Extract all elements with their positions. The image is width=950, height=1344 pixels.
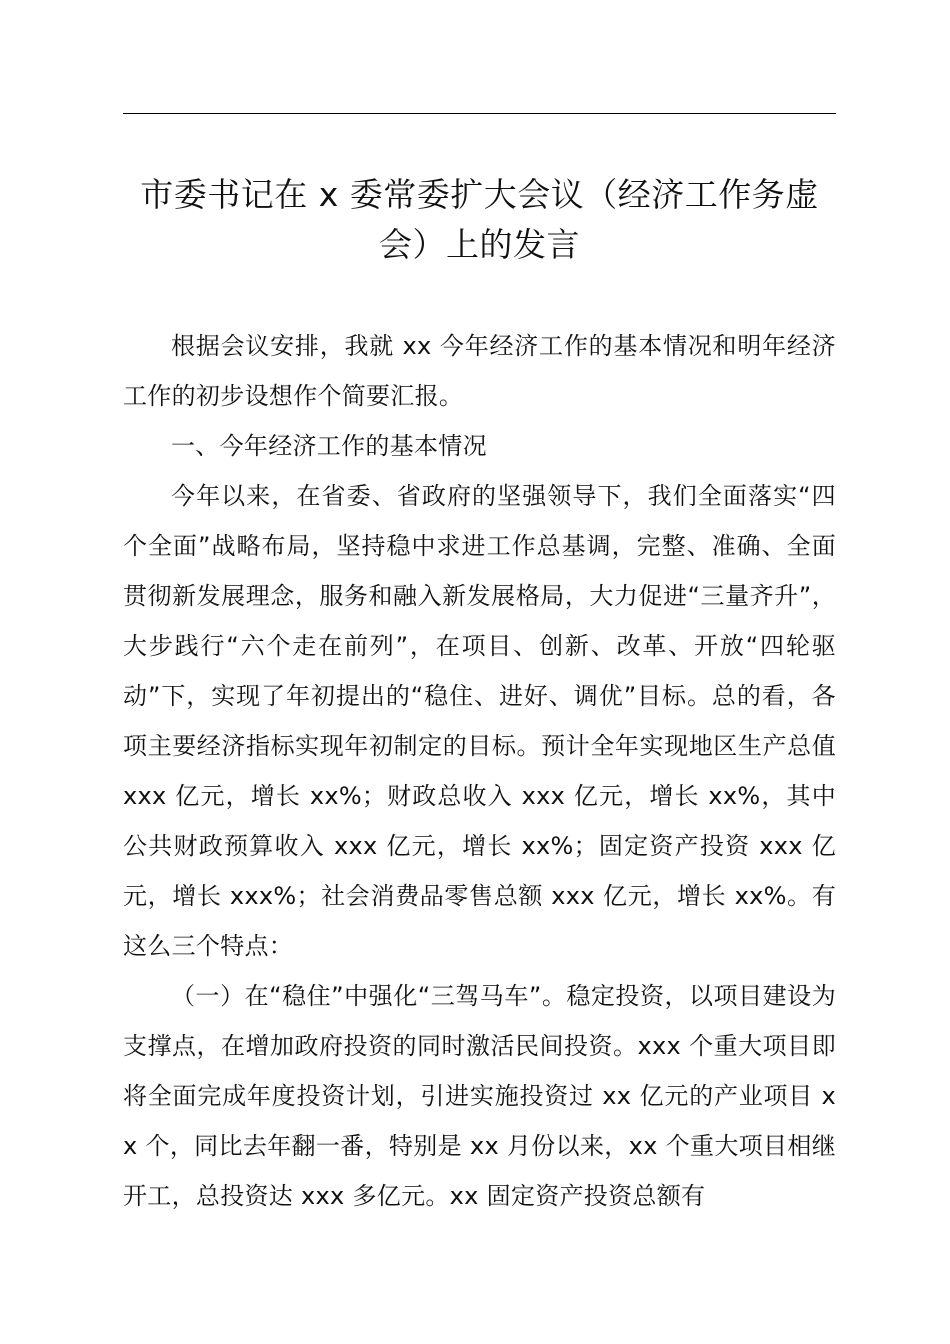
paragraph-overview: 今年以来，在省委、省政府的坚强领导下，我们全面落实“四个全面”战略布局，坚持稳中求进工作总基调，完整、准确、全面贯彻新发展理念，服务和融入新发展格局，大力促进“三量齐升”，大步践行“六个走在前列”，在项目、创新、改革、开放“四轮驱动”下，实现了年初提出的“稳住、进好、调优”目标。总的看，各项主要经济指标实现年初制定的目标。预计全年实现地区生产总值 xxx 亿元，增长 xx%；财政总收入 xxx 亿元，增长 xx%，其中公共财政预算收入 xxx 亿元，增长 xx%；固定资产投资 xxx 亿元，增长 xxx%；社会消费品零售总额 xxx 亿元，增长 xx%。有这么三个特点： (123, 482, 836, 960)
document-body (123, 321, 836, 1221)
document-title: 市委书记在 x 委常委扩大会议（经济工作务虚会）上的发言 (140, 175, 819, 264)
paragraph-intro: 根据会议安排，我就 xx 今年经济工作的基本情况和明年经济工作的初步设想作个简要汇报。 (123, 332, 836, 410)
section-heading: 一、今年经济工作的基本情况 (171, 432, 487, 460)
header-rule (123, 113, 836, 114)
paragraph-subsection-1: （一）在“稳住”中强化“三驾马车”。稳定投资，以项目建设为支撑点，在增加政府投资的同时激活民间投资。xxx 个重大项目即将全面完成年度投资计划，引进实施投资过 xx 亿元的产业项目 xx 个，同比去年翻一番，特别是 xx 月份以来，xx 个重大项目相继开工，总投资达 xxx 多亿元。xx 固定资产投资总额有 (123, 982, 836, 1210)
